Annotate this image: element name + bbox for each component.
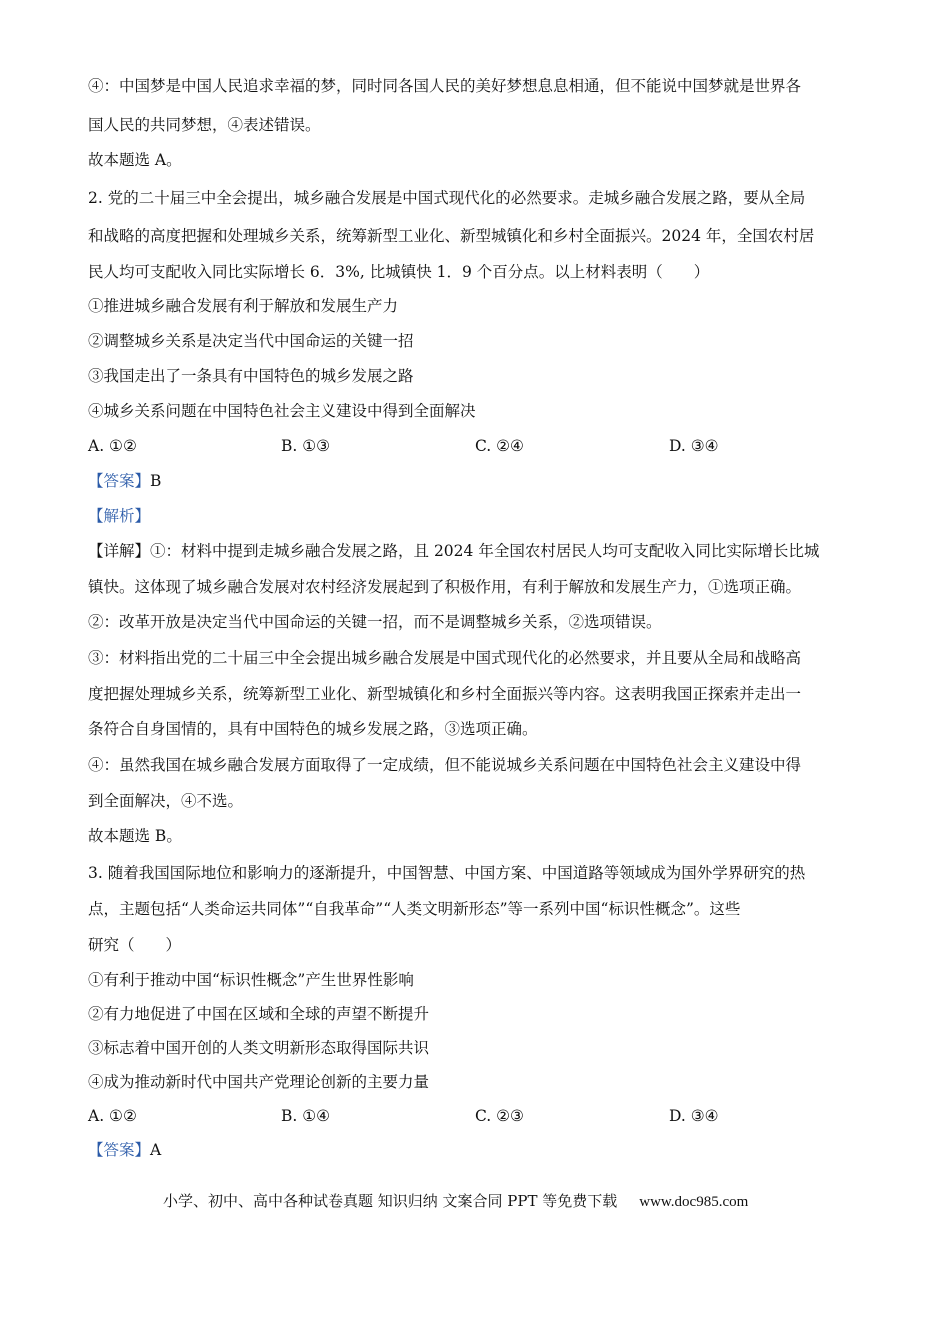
question-2-option-a: A. ①② — [88, 437, 137, 455]
question-2-detail: ③：材料指出党的二十届三中全会提出城乡融合发展是中国式现代化的必然要求，并且要从全局和战略高 — [88, 649, 802, 667]
page-footer — [163, 1191, 748, 1212]
question-2-item: ②调整城乡关系是决定当代中国命运的关键一招 — [88, 332, 414, 350]
question-3-item: ①有利于推动中国“标识性概念”产生世界性影响 — [88, 971, 414, 989]
question-2-item: ④城乡关系问题在中国特色社会主义建设中得到全面解决 — [88, 402, 476, 420]
answer-label: 【答案】 — [88, 472, 151, 490]
footer-link[interactable]: www.doc985.com — [639, 1194, 749, 1210]
question-3-stem: 研究（ ） — [88, 936, 182, 954]
question-3-option-b: B. ①④ — [281, 1107, 331, 1125]
detail-label: 【详解】 — [88, 542, 151, 560]
footer-text: 小学、初中、高中各种试卷真题 知识归纳 文案合同 PPT 等免费下载 — [163, 1192, 618, 1210]
question-2-stem: 民人均可支配收入同比实际增长 6．3%, 比城镇快 1．9 个百分点。以上材料表明（ ） — [88, 263, 710, 281]
question-2-detail: 条符合自身国情的，具有中国特色的城乡发展之路，③选项正确。 — [88, 720, 538, 738]
question-2-analysis-heading — [88, 506, 150, 526]
question-3-item: ④成为推动新时代中国共产党理论创新的主要力量 — [88, 1073, 430, 1091]
text-line: ④：中国梦是中国人民追求幸福的梦，同时同各国人民的美好梦想息息相通，但不能说中国梦就是世界各 — [88, 77, 802, 95]
question-2-option-d: D. ③④ — [669, 437, 719, 455]
question-3-option-d: D. ③④ — [669, 1107, 719, 1125]
question-2-option-c: C. ②④ — [475, 437, 524, 455]
question-2-detail: ②：改革开放是决定当代中国命运的关键一招，而不是调整城乡关系，②选项错误。 — [88, 613, 662, 631]
question-2-detail: 镇快。这体现了城乡融合发展对农村经济发展起到了积极作用，有利于解放和发展生产力，①选项正确。 — [88, 578, 802, 596]
question-2-detail — [88, 541, 819, 561]
answer-value: A — [150, 1141, 162, 1159]
question-3-option-c: C. ②③ — [475, 1107, 524, 1125]
question-2-stem: 2. 党的二十届三中全会提出，城乡融合发展是中国式现代化的必然要求。走城乡融合发展之路，要从全局 — [88, 189, 806, 207]
analysis-label: 【解析】 — [88, 507, 151, 525]
text-line: 国人民的共同梦想，④表述错误。 — [88, 116, 321, 134]
question-2-answer — [88, 471, 161, 491]
answer-value: B — [150, 472, 162, 490]
question-2-conclusion: 故本题选 B。 — [88, 827, 182, 845]
question-3-option-a: A. ①② — [88, 1107, 137, 1125]
question-3-stem: 3. 随着我国国际地位和影响力的逐渐提升，中国智慧、中国方案、中国道路等领域成为国外学界研究的热 — [88, 864, 806, 882]
question-2-detail: 到全面解决，④不选。 — [88, 792, 244, 810]
detail-text: ①：材料中提到走城乡融合发展之路，且 2024 年全国农村居民人均可支配收入同比实际增长比城 — [150, 542, 820, 560]
question-2-option-b: B. ①③ — [281, 437, 331, 455]
question-3-item: ②有力地促进了中国在区域和全球的声望不断提升 — [88, 1005, 430, 1023]
question-2-stem: 和战略的高度把握和处理城乡关系，统筹新型工业化、新型城镇化和乡村全面振兴。2024 年，全国农村居 — [88, 227, 815, 245]
question-2-detail: 度把握处理城乡关系，统筹新型工业化、新型城镇化和乡村全面振兴等内容。这表明我国正探索并走出一 — [88, 685, 802, 703]
question-3-stem: 点，主题包括“人类命运共同体”“自我革命”“人类文明新形态”等一系列中国“标识性概念”。这些 — [88, 900, 741, 918]
question-2-item: ③我国走出了一条具有中国特色的城乡发展之路 — [88, 367, 414, 385]
question-2-item: ①推进城乡融合发展有利于解放和发展生产力 — [88, 297, 399, 315]
question-3-item: ③标志着中国开创的人类文明新形态取得国际共识 — [88, 1039, 430, 1057]
question-2-detail: ④：虽然我国在城乡融合发展方面取得了一定成绩，但不能说城乡关系问题在中国特色社会主义建设中得 — [88, 756, 802, 774]
question-3-answer — [88, 1140, 161, 1160]
answer-label: 【答案】 — [88, 1141, 151, 1159]
text-line: 故本题选 A。 — [88, 151, 182, 169]
